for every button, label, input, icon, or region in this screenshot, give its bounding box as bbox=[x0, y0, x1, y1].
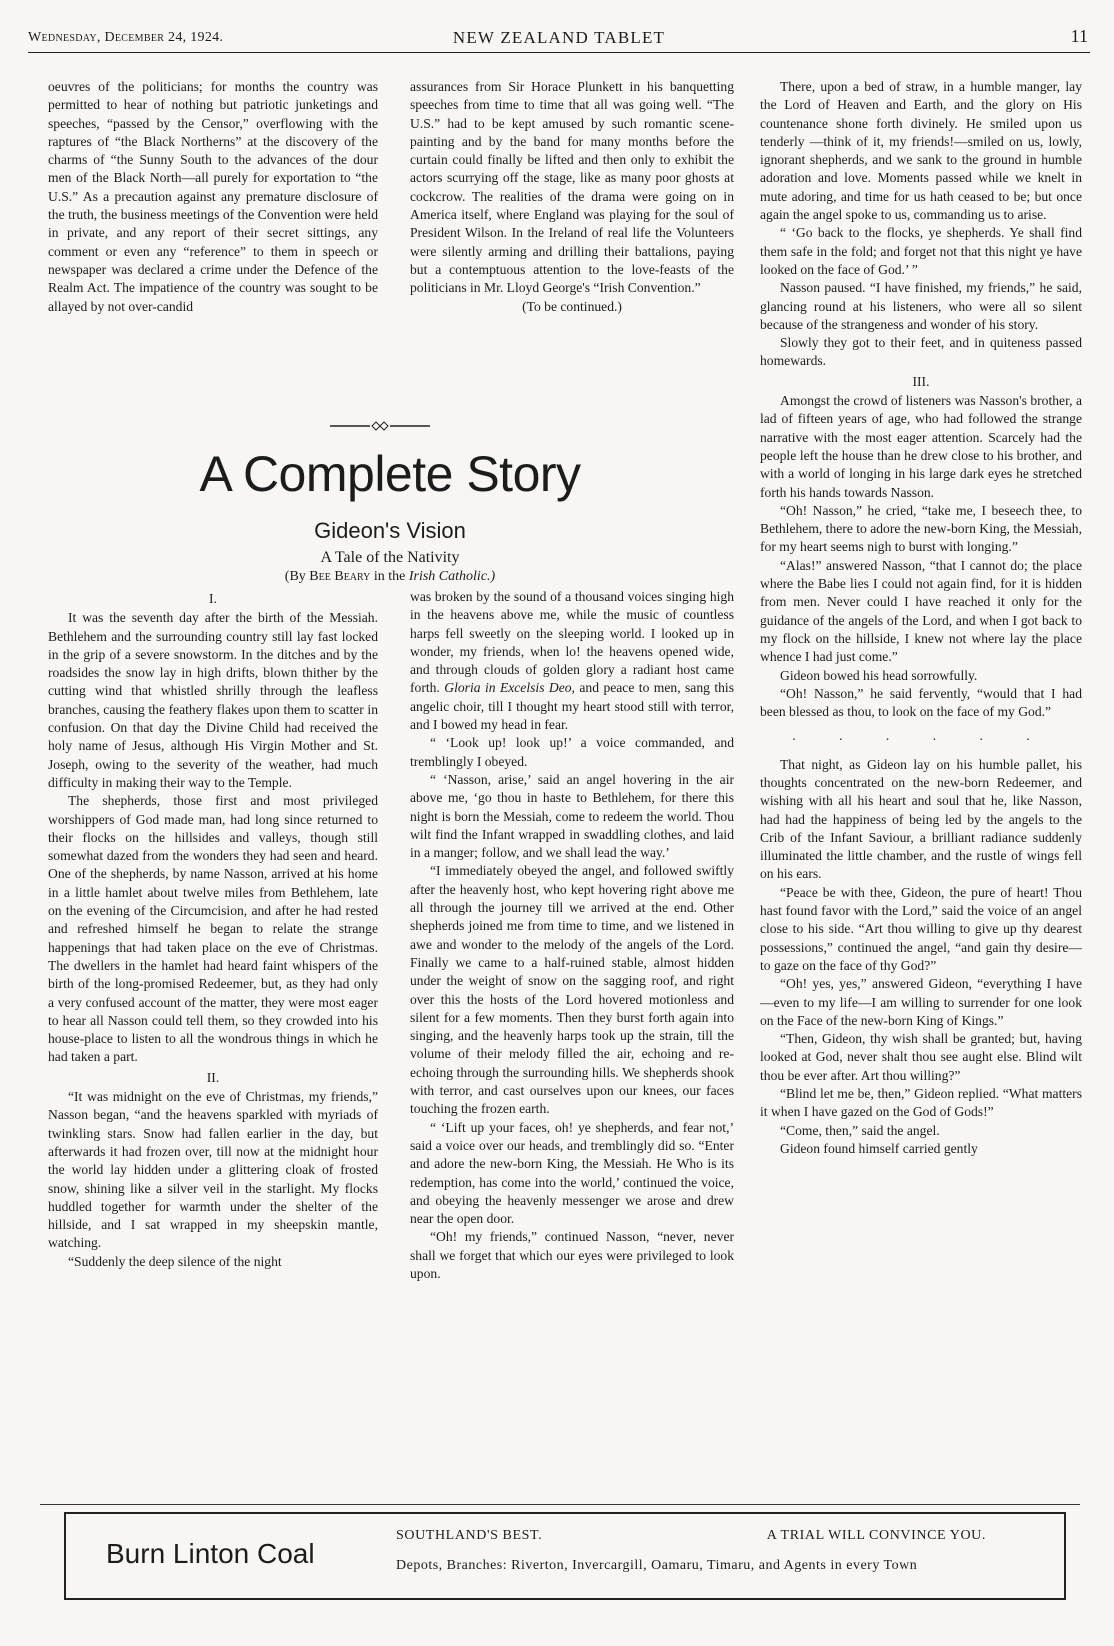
paragraph: That night, as Gideon lay on his humble pallet, his thoughts concentrated on the new-born Redeemer, and wishing with all his heart and soul that he, like Nasson, had had the happiness of being led by the angels to the Crib of the Infant Saviour, a brilliant radiance suddenly illuminated the little chamber, and the rustle of wings fell on his ears. bbox=[760, 756, 1082, 882]
advert-tagline: SOUTHLAND'S BEST. bbox=[396, 1528, 543, 1543]
byline-middle: in the bbox=[373, 569, 406, 584]
coal-advertisement bbox=[64, 1512, 1066, 1600]
issue-date: Wednesday, December 24, 1924. bbox=[28, 30, 224, 45]
paragraph: “Oh! my friends,” continued Nasson, “never, never shall we forget that which our eyes were privileged to look upon. bbox=[410, 1229, 734, 1281]
advert-depots: Depots, Branches: Riverton, Invercargill, Oamaru, Timaru, and Agents in every Town bbox=[396, 1558, 918, 1573]
paragraph: “Blind let me be, then,” Gideon replied. “What matters it when I have gazed on the God of Gods!” bbox=[760, 1086, 1082, 1120]
paragraph: “Alas!” answered Nasson, “that I cannot do; the place where the Babe lies I could not again find, for it is hidden from men. Never could I have reached it only for the guidance of the angels of the Lord, and when I got back to my flock on the hillside, I knew not where lay the place whence I had just come.” bbox=[760, 557, 1082, 665]
paragraph: “ ‘Lift up your faces, oh! ye shepherds, and fear not,’ said a voice over our heads, and tremblingly did so. “Enter and adore the new-born King, the Messiah. He Who is its redemption, has come into the world,’ continued the voice, and obeying the heavenly messenger we arose and drew near the open door. bbox=[410, 1119, 734, 1227]
paragraph: “ ‘Go back to the flocks, ye shepherds. Ye shall find them safe in the fold; and forget not that this night ye have looked on the face of God.’ ” bbox=[760, 225, 1082, 277]
article-continuation-col1 bbox=[48, 78, 378, 316]
paragraph: Nasson paused. “I have finished, my friends,” he said, glancing round at his listeners, who were all so silent because of the strangeness and wonder of his story. bbox=[760, 280, 1082, 332]
story-title: A Complete Story bbox=[199, 446, 581, 502]
paragraph: There, upon a bed of straw, in a humble manger, lay the Lord of Heaven and Earth, and the glory on His countenance shone forth divinely. He smiled upon us tenderly —think of it, my friends!—smiled on us, lowly, ignorant shepherds, and we sank to the ground in humble adoration and love. Moments passed while we knelt in mute adoring, and time for us hath ceased to be; but once again the angel spoke to us, commanding us to arise. bbox=[760, 79, 1082, 223]
story-subtitle: Gideon's Vision bbox=[314, 518, 466, 543]
story-tagline: A Tale of the Nativity bbox=[320, 549, 460, 566]
story-column-3 bbox=[760, 78, 1082, 1158]
paragraph: was broken by the sound of a thousand voices singing high in the heavens above me, while the music of countless harps fell sweetly on the sleeping world. I looked up in wonder, my friends, when lo! the heavens opened wide, and through clouds of golden glory a radiant host came forth. Gloria in Excelsis Deo, and peace to men, sang this angelic choir, till I thought my heart stood still with terror, and I bowed my head in fear. bbox=[410, 589, 735, 733]
paragraph: oeuvres of the politicians; for months the country was permitted to hear of nothing but patriotic junketings and speeches, “passed by the Censor,” overflowing with the raptures of “the Black Northerns” at the discovery of the charms of “the Sunny South to the advances of the dour men of the Black North—all purely for exportation to “the U.S.” As a precaution against any premature disclosure of the truth, the business meetings of the Convention were held in private, and any report of their secret sittings, any comment or even any “reference” to them in speech or newspaper was declared a crime under the Defence of the Realm Act. The impatience of the country was sought to be allayed by not over-candid bbox=[48, 79, 378, 314]
paragraph: It was the seventh day after the birth of the Messiah. Bethlehem and the surrounding country still lay fast locked in the grip of a severe snowstorm. In the ditches and by the roadsides the snow lay in high drifts, blown thither by the cutting wind that whistled shrilly through the leafless branches, causing the feathery flakes upon them to scatter in confusion. On that day the Divine Child had received the holy name of Jesus, although His Virgin Mother and St. Joseph, owing to the severity of the weather, had much difficulty in making their way to the Temple. bbox=[48, 610, 378, 790]
paragraph: Gideon found himself carried gently bbox=[780, 1140, 978, 1156]
article-continuation-col2 bbox=[410, 78, 734, 316]
ornament-divider-icon bbox=[330, 420, 430, 432]
masthead: NEW ZEALAND TABLET bbox=[452, 28, 666, 47]
paragraph: “Come, then,” said the angel. bbox=[780, 1122, 940, 1138]
advert-rule bbox=[40, 1504, 1080, 1505]
section-heading: II. bbox=[206, 1069, 220, 1085]
section-heading: I. bbox=[209, 591, 217, 606]
ellipsis-break: . . . . . . bbox=[792, 728, 1050, 744]
paragraph: “Then, Gideon, thy wish shall be granted; but, having looked at God, never shalt thou see aught else. Blind wilt thou be ever after. Art thou willing?” bbox=[760, 1031, 1082, 1083]
paragraph: “Peace be with thee, Gideon, the pure of heart! Thou hast found favor with the Lord,” said the voice of an angel close to his side. “Art thou willing to give up thy dearest possessions,” continued the angel, “and gain thy desire—to gaze on the face of thy God?” bbox=[760, 884, 1082, 973]
story-column-1 bbox=[48, 588, 378, 1271]
byline-author: Bee Beary bbox=[309, 569, 371, 584]
paragraph: Amongst the crowd of listeners was Nasson's brother, a lad of fifteen years of age, who had followed the strange narrative with the most eager attention. Scarcely had the people left the house than he drew close to his brother, and with a world of longing in his large dark eyes he stretched forth his hands towards Nasson. bbox=[760, 393, 1082, 500]
paragraph: “ ‘Look up! look up!’ a voice commanded, and tremblingly I obeyed. bbox=[410, 735, 734, 769]
story-byline bbox=[150, 568, 630, 586]
advert-trial: A TRIAL WILL CONVINCE YOU. bbox=[766, 1528, 986, 1543]
to-be-continued: (To be continued.) bbox=[522, 298, 622, 314]
page-header bbox=[28, 26, 1090, 53]
paragraph: “Suddenly the deep silence of the night bbox=[68, 1253, 282, 1269]
paragraph: The shepherds, those first and most privileged worshippers of God made man, had long since returned to their flocks on the hillsides and valleys, though still somewhat dazed from the wonders they had seen and heard. One of the shepherds, by name Nasson, arrived at his home in a little hamlet about twelve miles from Bethlehem, late on the evening of the Circumcision, and after he had rested and refreshed himself he began to relate the strange happenings that had taken place on the eve of Christmas. The dwellers in the hamlet had heard faint whispers of the birth of the long-promised Redeemer, but, as they had only a very confused account of the matter, they were most eager to hear all Nasson could tell them, so they crowded into his house-place to listen to all the wondrous things in which he had taken a part. bbox=[48, 793, 378, 1065]
paragraph: “Oh! Nasson,” he cried, “take me, I beseech thee, to Bethlehem, there to adore the new-born King, the Messiah, for my heart seems nigh to burst with longing.” bbox=[760, 502, 1083, 555]
section-heading: III. bbox=[912, 373, 930, 389]
paragraph: assurances from Sir Horace Plunkett in his banquetting speeches from time to time that all was going well. “The U.S.” had to be kept amused by such romantic scene-painting and by the band for many months before the curtain could finally be lifted and then only to exhibit the actors scurrying off the stage, like as many poor ghosts at cockcrow. The realities of the drama were going on in America itself, where England was playing for the soul of President Wilson. In the Ireland of real life the Volunteers were silently arming and drilling their battalions, paying but a contemptuous attention to the love-feasts of the politicians in Mr. Lloyd George's “Irish Convention.” bbox=[410, 79, 734, 296]
paragraph: Gideon bowed his head sorrowfully. bbox=[780, 667, 978, 683]
paragraph: Slowly they got to their feet, and in quiteness passed homewards. bbox=[760, 335, 1082, 369]
page-number: 11 bbox=[1070, 26, 1088, 46]
latin-phrase: Gloria in Excelsis Deo, bbox=[444, 680, 575, 696]
paragraph: “ ‘Nasson, arise,’ said an angel hovering in the air above me, ‘go thou in haste to Bethlehem, for there this night is born the Messiah, come to redeem the world. Thou wilt find the Infant wrapped in swaddling clothes, and laid in a manger; follow, and we shall lead the way.’ bbox=[410, 771, 734, 861]
paragraph: “It was midnight on the eve of Christmas, my friends,” Nasson began, “and the heavens sparkled with myriads of twinkling stars. Snow had fallen earlier in the day, but afterwards it had frozen over, till now at the midnight hour the world lay hidden under a glittering cloak of frosted snow, shining like a silver veil in the starlight. My flocks huddled together for warmth under the shelter of the hillside, and I sat wrapped in my sheepskin mantle, watching. bbox=[48, 1089, 378, 1251]
paragraph: “Oh! Nasson,” he said fervently, “would that I had been blessed as thou, to look on the face of my God.” bbox=[760, 685, 1082, 720]
paragraph: “Oh! yes, yes,” answered Gideon, “everything I have—even to my life—I am willing to surrender for one look on the Face of the new-born King of Kings.” bbox=[760, 976, 1082, 1028]
byline-prefix: (By bbox=[284, 569, 306, 584]
story-column-2 bbox=[410, 588, 734, 1283]
paragraph: “I immediately obeyed the angel, and followed swiftly after the heavenly host, who kept hovering right above me all through the journey till we arrived at the end. Other shepherds joined me from time to time, and we listened in awe and wonder to the melody of the angels of the Lord. Finally we came to a half-ruined stable, almost hidden under the weight of snow on the sagging roof, and right over this the hosts of the Lord hovered motionless and silent for a few moments. Then they burst forth again into singing, and the heavenly harps took up the strain, till the volume of their melody filled the air, echoing and re-echoing through the surrounding hills. We shepherds shook with terror, and cast ourselves upon our knees, our faces touching the frozen earth. bbox=[410, 863, 734, 1117]
advert-brand: Burn Linton Coal bbox=[106, 1538, 315, 1569]
byline-source: Irish Catholic.) bbox=[408, 569, 496, 584]
